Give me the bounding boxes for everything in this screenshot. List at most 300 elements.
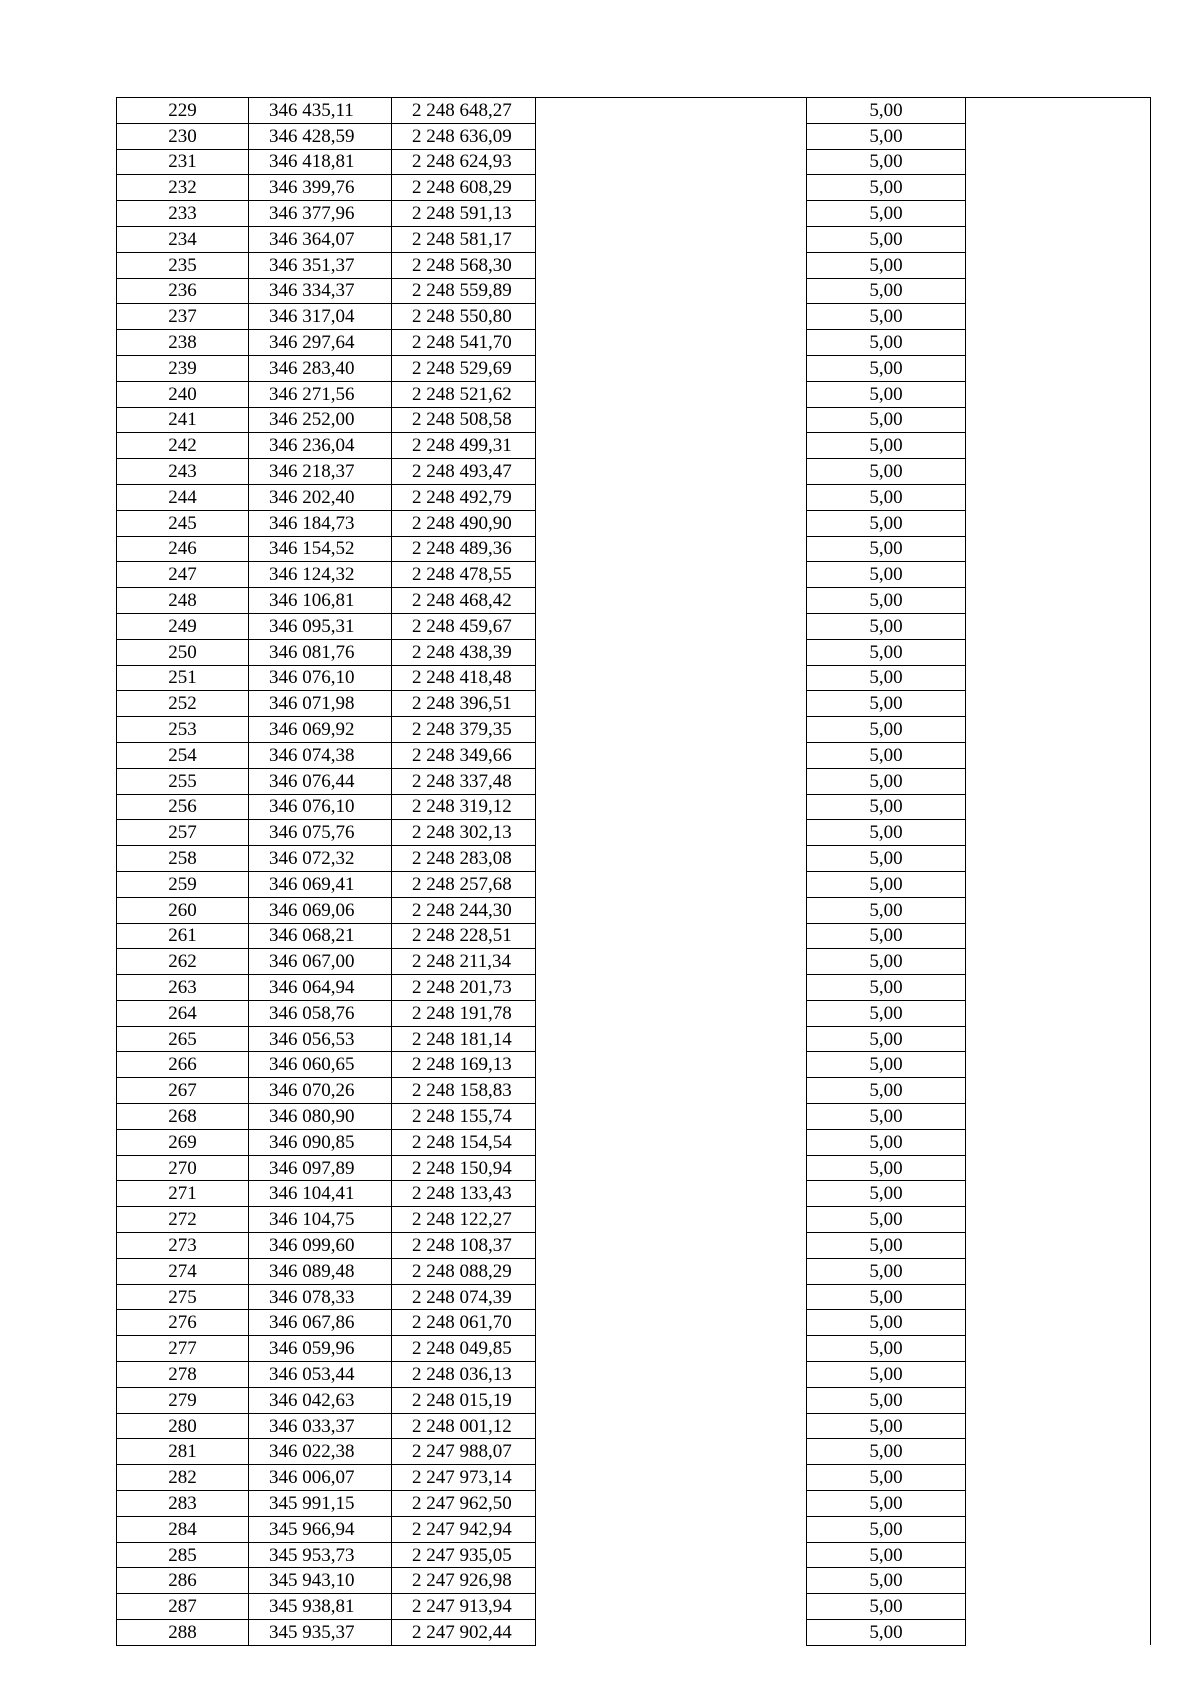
empty-cell	[966, 1620, 1151, 1646]
distance-cell: 5,00	[807, 459, 966, 485]
empty-cell	[536, 1491, 807, 1517]
x-coordinate-cell: 346 099,60	[249, 1233, 392, 1259]
table-row	[117, 484, 1151, 510]
table-row	[117, 588, 1151, 614]
empty-cell	[536, 1439, 807, 1465]
point-number-cell: 258	[117, 846, 249, 872]
empty-cell	[966, 1413, 1151, 1439]
empty-cell	[536, 1129, 807, 1155]
empty-cell	[536, 510, 807, 536]
empty-cell	[966, 794, 1151, 820]
y-coordinate-cell: 2 247 942,94	[392, 1516, 536, 1542]
empty-cell	[536, 1284, 807, 1310]
point-number-cell: 248	[117, 588, 249, 614]
x-coordinate-cell: 346 104,75	[249, 1207, 392, 1233]
empty-cell	[536, 1078, 807, 1104]
empty-cell	[536, 1568, 807, 1594]
distance-cell: 5,00	[807, 742, 966, 768]
empty-cell	[536, 871, 807, 897]
distance-cell: 5,00	[807, 639, 966, 665]
empty-cell	[966, 149, 1151, 175]
y-coordinate-cell: 2 248 154,54	[392, 1129, 536, 1155]
y-coordinate-cell: 2 248 228,51	[392, 923, 536, 949]
table-row	[117, 433, 1151, 459]
y-coordinate-cell: 2 248 302,13	[392, 820, 536, 846]
distance-cell: 5,00	[807, 175, 966, 201]
empty-cell	[536, 665, 807, 691]
x-coordinate-cell: 346 076,44	[249, 768, 392, 794]
x-coordinate-cell: 346 124,32	[249, 562, 392, 588]
point-number-cell: 232	[117, 175, 249, 201]
y-coordinate-cell: 2 248 550,80	[392, 304, 536, 330]
distance-cell: 5,00	[807, 613, 966, 639]
distance-cell: 5,00	[807, 1078, 966, 1104]
empty-cell	[966, 768, 1151, 794]
y-coordinate-cell: 2 248 379,35	[392, 717, 536, 743]
empty-cell	[966, 123, 1151, 149]
empty-cell	[536, 897, 807, 923]
distance-cell: 5,00	[807, 1542, 966, 1568]
distance-cell: 5,00	[807, 562, 966, 588]
distance-cell: 5,00	[807, 1207, 966, 1233]
point-number-cell: 251	[117, 665, 249, 691]
y-coordinate-cell: 2 248 001,12	[392, 1413, 536, 1439]
distance-cell: 5,00	[807, 1000, 966, 1026]
empty-cell	[536, 175, 807, 201]
empty-cell	[966, 1155, 1151, 1181]
empty-cell	[966, 1568, 1151, 1594]
y-coordinate-cell: 2 248 181,14	[392, 1026, 536, 1052]
x-coordinate-cell: 346 006,07	[249, 1465, 392, 1491]
table-row	[117, 897, 1151, 923]
y-coordinate-cell: 2 248 508,58	[392, 407, 536, 433]
distance-cell: 5,00	[807, 768, 966, 794]
empty-cell	[536, 536, 807, 562]
y-coordinate-cell: 2 247 973,14	[392, 1465, 536, 1491]
empty-cell	[966, 433, 1151, 459]
distance-cell: 5,00	[807, 149, 966, 175]
point-number-cell: 268	[117, 1104, 249, 1130]
empty-cell	[966, 304, 1151, 330]
distance-cell: 5,00	[807, 871, 966, 897]
x-coordinate-cell: 346 202,40	[249, 484, 392, 510]
distance-cell: 5,00	[807, 1620, 966, 1646]
distance-cell: 5,00	[807, 484, 966, 510]
table-row	[117, 1516, 1151, 1542]
x-coordinate-cell: 346 042,63	[249, 1387, 392, 1413]
y-coordinate-cell: 2 248 015,19	[392, 1387, 536, 1413]
x-coordinate-cell: 346 033,37	[249, 1413, 392, 1439]
table-row	[117, 1284, 1151, 1310]
empty-cell	[536, 846, 807, 872]
point-number-cell: 269	[117, 1129, 249, 1155]
empty-cell	[536, 355, 807, 381]
point-number-cell: 272	[117, 1207, 249, 1233]
table-row	[117, 949, 1151, 975]
y-coordinate-cell: 2 248 489,36	[392, 536, 536, 562]
empty-cell	[536, 949, 807, 975]
point-number-cell: 255	[117, 768, 249, 794]
table-row	[117, 1026, 1151, 1052]
y-coordinate-cell: 2 248 624,93	[392, 149, 536, 175]
y-coordinate-cell: 2 248 108,37	[392, 1233, 536, 1259]
empty-cell	[536, 588, 807, 614]
table-row	[117, 304, 1151, 330]
y-coordinate-cell: 2 248 438,39	[392, 639, 536, 665]
table-row	[117, 1078, 1151, 1104]
point-number-cell: 242	[117, 433, 249, 459]
y-coordinate-cell: 2 248 036,13	[392, 1362, 536, 1388]
table-row	[117, 665, 1151, 691]
table-row	[117, 201, 1151, 227]
empty-cell	[536, 1181, 807, 1207]
point-number-cell: 253	[117, 717, 249, 743]
x-coordinate-cell: 346 067,86	[249, 1310, 392, 1336]
distance-cell: 5,00	[807, 1104, 966, 1130]
y-coordinate-cell: 2 248 493,47	[392, 459, 536, 485]
y-coordinate-cell: 2 248 521,62	[392, 381, 536, 407]
table-row	[117, 975, 1151, 1001]
empty-cell	[966, 923, 1151, 949]
empty-cell	[966, 1129, 1151, 1155]
table-row	[117, 742, 1151, 768]
empty-cell	[536, 717, 807, 743]
x-coordinate-cell: 346 075,76	[249, 820, 392, 846]
empty-cell	[966, 975, 1151, 1001]
empty-cell	[536, 484, 807, 510]
table-row	[117, 175, 1151, 201]
table-row	[117, 1000, 1151, 1026]
y-coordinate-cell: 2 248 492,79	[392, 484, 536, 510]
y-coordinate-cell: 2 248 049,85	[392, 1336, 536, 1362]
empty-cell	[536, 639, 807, 665]
x-coordinate-cell: 346 334,37	[249, 278, 392, 304]
y-coordinate-cell: 2 247 988,07	[392, 1439, 536, 1465]
table-row	[117, 562, 1151, 588]
table-row	[117, 1465, 1151, 1491]
x-coordinate-cell: 346 364,07	[249, 226, 392, 252]
empty-cell	[966, 484, 1151, 510]
empty-cell	[966, 1026, 1151, 1052]
y-coordinate-cell: 2 247 913,94	[392, 1594, 536, 1620]
empty-cell	[536, 820, 807, 846]
x-coordinate-cell: 345 935,37	[249, 1620, 392, 1646]
y-coordinate-cell: 2 248 133,43	[392, 1181, 536, 1207]
y-coordinate-cell: 2 248 396,51	[392, 691, 536, 717]
table-row	[117, 1568, 1151, 1594]
distance-cell: 5,00	[807, 1026, 966, 1052]
empty-cell	[536, 123, 807, 149]
table-row	[117, 923, 1151, 949]
empty-cell	[536, 1026, 807, 1052]
point-number-cell: 288	[117, 1620, 249, 1646]
distance-cell: 5,00	[807, 846, 966, 872]
distance-cell: 5,00	[807, 1594, 966, 1620]
y-coordinate-cell: 2 248 529,69	[392, 355, 536, 381]
empty-cell	[536, 304, 807, 330]
coordinates-table	[116, 97, 1151, 1646]
point-number-cell: 286	[117, 1568, 249, 1594]
y-coordinate-cell: 2 248 459,67	[392, 613, 536, 639]
x-coordinate-cell: 345 938,81	[249, 1594, 392, 1620]
point-number-cell: 229	[117, 98, 249, 124]
y-coordinate-cell: 2 248 169,13	[392, 1052, 536, 1078]
point-number-cell: 231	[117, 149, 249, 175]
table-row	[117, 536, 1151, 562]
empty-cell	[966, 1258, 1151, 1284]
x-coordinate-cell: 346 060,65	[249, 1052, 392, 1078]
x-coordinate-cell: 346 064,94	[249, 975, 392, 1001]
table-row	[117, 510, 1151, 536]
x-coordinate-cell: 346 106,81	[249, 588, 392, 614]
empty-cell	[966, 691, 1151, 717]
x-coordinate-cell: 346 081,76	[249, 639, 392, 665]
x-coordinate-cell: 346 317,04	[249, 304, 392, 330]
table-row	[117, 1542, 1151, 1568]
x-coordinate-cell: 346 022,38	[249, 1439, 392, 1465]
distance-cell: 5,00	[807, 1233, 966, 1259]
point-number-cell: 271	[117, 1181, 249, 1207]
point-number-cell: 237	[117, 304, 249, 330]
point-number-cell: 274	[117, 1258, 249, 1284]
table-row	[117, 1594, 1151, 1620]
point-number-cell: 263	[117, 975, 249, 1001]
table-row	[117, 846, 1151, 872]
x-coordinate-cell: 346 059,96	[249, 1336, 392, 1362]
empty-cell	[536, 1542, 807, 1568]
y-coordinate-cell: 2 248 257,68	[392, 871, 536, 897]
empty-cell	[966, 639, 1151, 665]
x-coordinate-cell: 346 283,40	[249, 355, 392, 381]
x-coordinate-cell: 346 418,81	[249, 149, 392, 175]
empty-cell	[536, 407, 807, 433]
empty-cell	[536, 768, 807, 794]
point-number-cell: 265	[117, 1026, 249, 1052]
distance-cell: 5,00	[807, 1465, 966, 1491]
empty-cell	[536, 330, 807, 356]
distance-cell: 5,00	[807, 201, 966, 227]
point-number-cell: 270	[117, 1155, 249, 1181]
table-row	[117, 871, 1151, 897]
y-coordinate-cell: 2 247 962,50	[392, 1491, 536, 1517]
x-coordinate-cell: 346 074,38	[249, 742, 392, 768]
table-row	[117, 1258, 1151, 1284]
x-coordinate-cell: 346 090,85	[249, 1129, 392, 1155]
y-coordinate-cell: 2 248 191,78	[392, 1000, 536, 1026]
distance-cell: 5,00	[807, 1387, 966, 1413]
y-coordinate-cell: 2 247 902,44	[392, 1620, 536, 1646]
point-number-cell: 241	[117, 407, 249, 433]
point-number-cell: 275	[117, 1284, 249, 1310]
empty-cell	[966, 1284, 1151, 1310]
distance-cell: 5,00	[807, 123, 966, 149]
empty-cell	[966, 1387, 1151, 1413]
empty-cell	[536, 1465, 807, 1491]
empty-cell	[536, 613, 807, 639]
x-coordinate-cell: 346 236,04	[249, 433, 392, 459]
y-coordinate-cell: 2 248 468,42	[392, 588, 536, 614]
table-row	[117, 768, 1151, 794]
empty-cell	[536, 1336, 807, 1362]
empty-cell	[966, 381, 1151, 407]
y-coordinate-cell: 2 248 150,94	[392, 1155, 536, 1181]
x-coordinate-cell: 346 097,89	[249, 1155, 392, 1181]
x-coordinate-cell: 346 058,76	[249, 1000, 392, 1026]
empty-cell	[966, 407, 1151, 433]
table-row	[117, 1052, 1151, 1078]
x-coordinate-cell: 346 218,37	[249, 459, 392, 485]
empty-cell	[966, 897, 1151, 923]
x-coordinate-cell: 346 070,26	[249, 1078, 392, 1104]
y-coordinate-cell: 2 248 155,74	[392, 1104, 536, 1130]
empty-cell	[536, 1104, 807, 1130]
empty-cell	[536, 149, 807, 175]
x-coordinate-cell: 346 056,53	[249, 1026, 392, 1052]
table-row	[117, 1181, 1151, 1207]
y-coordinate-cell: 2 248 319,12	[392, 794, 536, 820]
empty-cell	[536, 794, 807, 820]
table-row	[117, 794, 1151, 820]
point-number-cell: 278	[117, 1362, 249, 1388]
empty-cell	[966, 175, 1151, 201]
distance-cell: 5,00	[807, 691, 966, 717]
x-coordinate-cell: 346 076,10	[249, 665, 392, 691]
empty-cell	[966, 1078, 1151, 1104]
empty-cell	[536, 975, 807, 1001]
empty-cell	[966, 330, 1151, 356]
y-coordinate-cell: 2 248 418,48	[392, 665, 536, 691]
empty-cell	[536, 1620, 807, 1646]
empty-cell	[536, 459, 807, 485]
table-row	[117, 1207, 1151, 1233]
empty-cell	[536, 226, 807, 252]
x-coordinate-cell: 346 104,41	[249, 1181, 392, 1207]
distance-cell: 5,00	[807, 1155, 966, 1181]
x-coordinate-cell: 346 252,00	[249, 407, 392, 433]
table-row	[117, 226, 1151, 252]
table-row	[117, 381, 1151, 407]
y-coordinate-cell: 2 248 337,48	[392, 768, 536, 794]
point-number-cell: 264	[117, 1000, 249, 1026]
empty-cell	[966, 1439, 1151, 1465]
point-number-cell: 249	[117, 613, 249, 639]
distance-cell: 5,00	[807, 897, 966, 923]
distance-cell: 5,00	[807, 794, 966, 820]
distance-cell: 5,00	[807, 975, 966, 1001]
x-coordinate-cell: 346 076,10	[249, 794, 392, 820]
empty-cell	[966, 949, 1151, 975]
table-row	[117, 123, 1151, 149]
empty-cell	[966, 846, 1151, 872]
x-coordinate-cell: 346 067,00	[249, 949, 392, 975]
empty-cell	[536, 1387, 807, 1413]
empty-cell	[966, 717, 1151, 743]
y-coordinate-cell: 2 248 244,30	[392, 897, 536, 923]
point-number-cell: 276	[117, 1310, 249, 1336]
empty-cell	[966, 1052, 1151, 1078]
point-number-cell: 238	[117, 330, 249, 356]
empty-cell	[536, 1310, 807, 1336]
y-coordinate-cell: 2 248 349,66	[392, 742, 536, 768]
distance-cell: 5,00	[807, 355, 966, 381]
y-coordinate-cell: 2 248 283,08	[392, 846, 536, 872]
empty-cell	[966, 536, 1151, 562]
coordinates-table-body	[117, 98, 1151, 1646]
empty-cell	[966, 742, 1151, 768]
point-number-cell: 282	[117, 1465, 249, 1491]
empty-cell	[966, 459, 1151, 485]
table-row	[117, 1491, 1151, 1517]
empty-cell	[536, 278, 807, 304]
table-row	[117, 691, 1151, 717]
empty-cell	[966, 562, 1151, 588]
table-row	[117, 252, 1151, 278]
point-number-cell: 285	[117, 1542, 249, 1568]
y-coordinate-cell: 2 248 122,27	[392, 1207, 536, 1233]
empty-cell	[536, 1207, 807, 1233]
point-number-cell: 277	[117, 1336, 249, 1362]
y-coordinate-cell: 2 247 935,05	[392, 1542, 536, 1568]
distance-cell: 5,00	[807, 1362, 966, 1388]
distance-cell: 5,00	[807, 665, 966, 691]
distance-cell: 5,00	[807, 1258, 966, 1284]
y-coordinate-cell: 2 248 568,30	[392, 252, 536, 278]
y-coordinate-cell: 2 248 158,83	[392, 1078, 536, 1104]
point-number-cell: 254	[117, 742, 249, 768]
distance-cell: 5,00	[807, 1491, 966, 1517]
point-number-cell: 252	[117, 691, 249, 717]
point-number-cell: 230	[117, 123, 249, 149]
distance-cell: 5,00	[807, 278, 966, 304]
y-coordinate-cell: 2 248 581,17	[392, 226, 536, 252]
distance-cell: 5,00	[807, 1516, 966, 1542]
point-number-cell: 283	[117, 1491, 249, 1517]
distance-cell: 5,00	[807, 1310, 966, 1336]
empty-cell	[966, 1336, 1151, 1362]
distance-cell: 5,00	[807, 1284, 966, 1310]
point-number-cell: 235	[117, 252, 249, 278]
point-number-cell: 236	[117, 278, 249, 304]
point-number-cell: 257	[117, 820, 249, 846]
empty-cell	[966, 1465, 1151, 1491]
distance-cell: 5,00	[807, 252, 966, 278]
table-row	[117, 1336, 1151, 1362]
x-coordinate-cell: 346 069,92	[249, 717, 392, 743]
distance-cell: 5,00	[807, 381, 966, 407]
empty-cell	[536, 923, 807, 949]
table-row	[117, 1387, 1151, 1413]
empty-cell	[536, 1413, 807, 1439]
point-number-cell: 261	[117, 923, 249, 949]
x-coordinate-cell: 346 154,52	[249, 536, 392, 562]
empty-cell	[966, 98, 1151, 124]
distance-cell: 5,00	[807, 407, 966, 433]
y-coordinate-cell: 2 248 088,29	[392, 1258, 536, 1284]
point-number-cell: 267	[117, 1078, 249, 1104]
point-number-cell: 233	[117, 201, 249, 227]
y-coordinate-cell: 2 248 061,70	[392, 1310, 536, 1336]
y-coordinate-cell: 2 248 499,31	[392, 433, 536, 459]
point-number-cell: 245	[117, 510, 249, 536]
empty-cell	[536, 562, 807, 588]
x-coordinate-cell: 346 053,44	[249, 1362, 392, 1388]
distance-cell: 5,00	[807, 1413, 966, 1439]
point-number-cell: 280	[117, 1413, 249, 1439]
empty-cell	[966, 588, 1151, 614]
table-row	[117, 407, 1151, 433]
table-row	[117, 639, 1151, 665]
point-number-cell: 273	[117, 1233, 249, 1259]
